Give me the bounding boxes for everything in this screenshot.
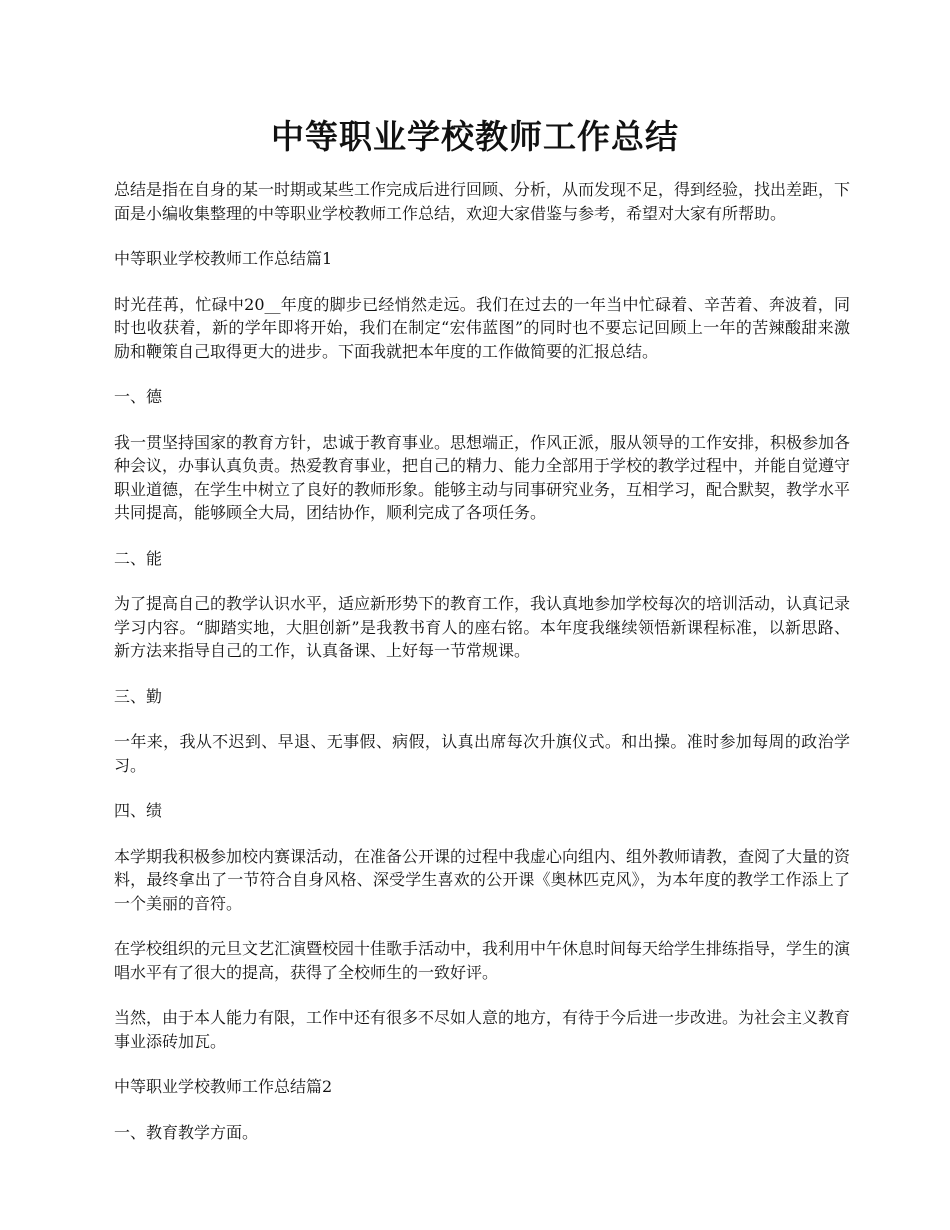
section2-subheading-1: 一、教育教学方面。 xyxy=(114,1122,259,1142)
qin-paragraph: 一年来，我从不迟到、早退、无事假、病假，认真出席每次升旗仪式。和出操。准时参加每周的政治学习。 xyxy=(114,732,850,775)
document-body xyxy=(114,178,850,1166)
document-title: 中等职业学校教师工作总结 xyxy=(271,117,679,156)
ji-paragraph-3: 当然，由于本人能力有限，工作中还有很多不尽如人意的地方，有待于今后进一步改进。为社会主义教育事业添砖加瓦。 xyxy=(114,1008,851,1051)
neng-heading: 二、能 xyxy=(114,548,163,568)
de-heading: 一、德 xyxy=(114,387,163,406)
section1-heading: 中等职业学校教师工作总结篇1 xyxy=(114,249,333,268)
de-paragraph: 我一贯坚持国家的教育方针，忠诚于教育事业。思想端正，作风正派，服从领导的工作安排，积极参加各种会议，办事认真负责。热爱教育事业，把自己的精力、能力全部用于学校的教学过程中，并能自觉遵守职业道德，在学生中树立了良好的教师形象。能够主动与同事研究业务，互相学习，配合默契，教学水平共同提高，能够顾全大局，团结协作，顺利完成了各项任务。 xyxy=(114,432,851,522)
ji-paragraph-2: 在学校组织的元旦文艺汇演暨校园十佳歌手活动中，我利用中午休息时间每天给学生排练指导，学生的演唱水平有了很大的提高，获得了全校师生的一致好评。 xyxy=(114,939,851,982)
qin-heading: 三、勤 xyxy=(114,686,163,706)
ji-paragraph-1: 本学期我积极参加校内赛课活动，在准备公开课的过程中我虚心向组内、组外教师请教，查阅了大量的资料，最终拿出了一节符合自身风格、深受学生喜欢的公开课《奥林匹克风》，为本年度的教学工作添上了一个美丽的音符。 xyxy=(114,846,851,913)
section2-heading: 中等职业学校教师工作总结篇2 xyxy=(114,1077,333,1096)
neng-paragraph: 为了提高自己的教学认识水平，适应新形势下的教育工作，我认真地参加学校每次的培训活动，认真记录学习内容。“脚踏实地，大胆创新”是我教书育人的座右铭。本年度我继续领悟新课程标准，以新思路、新方法来指导自己的工作，认真备课、上好每一节常规课。 xyxy=(114,594,851,660)
intro-paragraph: 总结是指在自身的某一时期或某些工作完成后进行回顾、分析，从而发现不足，得到经验，找出差距，下面是小编收集整理的中等职业学校教师工作总结，欢迎大家借鉴与参考，希望对大家有所帮助。 xyxy=(114,180,851,223)
ji-heading: 四、绩 xyxy=(114,801,163,820)
section1-intro-paragraph: 时光荏苒，忙碌中20__年度的脚步已经悄然走远。我们在过去的一年当中忙碌着、辛苦着、奔波着，同时也收获着，新的学年即将开始，我们在制定“宏伟蓝图”的同时也不要忘记回顾上一年的苦辣酸甜来激励和鞭策自己取得更大的进步。下面我就把本年度的工作做简要的汇报总结。 xyxy=(114,294,850,361)
